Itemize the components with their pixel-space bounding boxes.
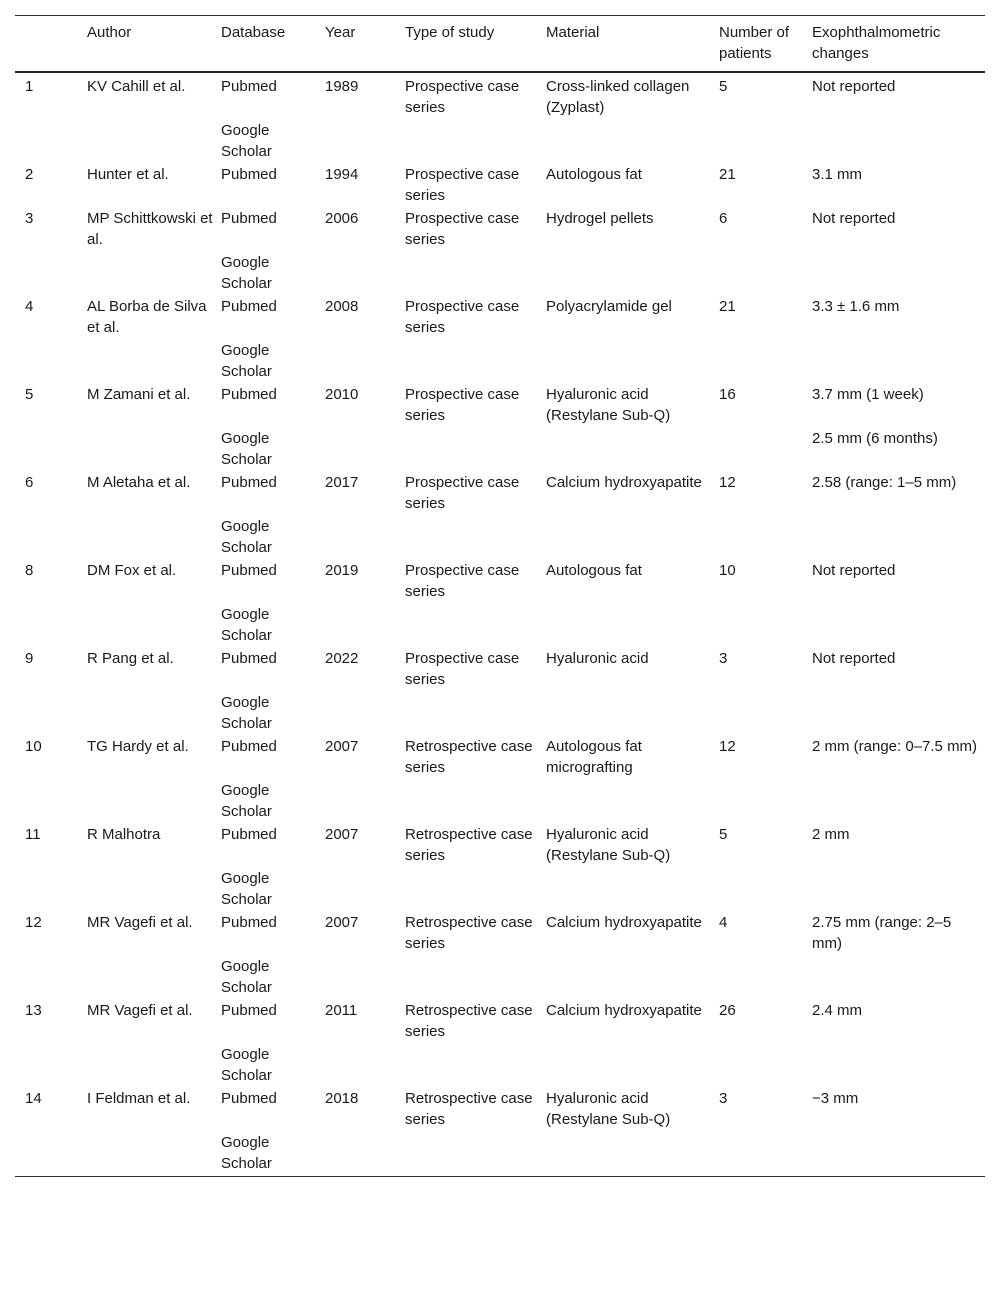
cell-year: 2019 <box>325 562 359 579</box>
cell-index: 10 <box>25 738 42 755</box>
cell-author: I Feldman et al. <box>87 1090 191 1107</box>
cell-exophthalmometric-changes: −3 mm <box>812 1090 859 1107</box>
cell-number-of-patients: 16 <box>719 386 736 403</box>
table-header <box>15 16 985 73</box>
cell-type-of-study <box>401 955 542 999</box>
cell-material: Calcium hydroxyapatite <box>546 1002 702 1019</box>
cell-type-of-study <box>401 427 542 471</box>
table-row <box>15 383 985 427</box>
cell-index <box>15 119 83 163</box>
cell-database: Google Scholar <box>221 694 272 732</box>
cell-material <box>542 119 715 163</box>
cell-number-of-patients: 3 <box>719 650 728 667</box>
header-cell-exophthalmometric-changes: Exophthalmometric changes <box>808 16 985 73</box>
cell-index: 4 <box>25 298 34 315</box>
cell-material: Polyacrylamide gel <box>546 298 672 315</box>
table-row <box>15 999 985 1043</box>
cell-index <box>15 867 83 911</box>
cell-type-of-study: Prospective case series <box>405 298 520 336</box>
header-cell-type-of-study: Type of study <box>401 16 542 73</box>
cell-exophthalmometric-changes <box>808 955 985 999</box>
cell-number-of-patients: 3 <box>719 1090 728 1107</box>
cell-index: 13 <box>25 1002 42 1019</box>
table-row <box>15 955 985 999</box>
cell-number-of-patients <box>715 955 808 999</box>
cell-type-of-study: Retrospective case series <box>405 738 533 776</box>
cell-exophthalmometric-changes <box>808 1131 985 1177</box>
cell-author: M Zamani et al. <box>87 386 191 403</box>
cell-author <box>83 779 217 823</box>
cell-exophthalmometric-changes: 2 mm (range: 0–7.5 mm) <box>812 738 978 755</box>
cell-number-of-patients <box>715 119 808 163</box>
header-row <box>15 16 985 73</box>
cell-year <box>321 1043 401 1087</box>
cell-exophthalmometric-changes: 3.7 mm (1 week) <box>812 386 924 403</box>
cell-year <box>321 691 401 735</box>
cell-index: 6 <box>25 474 34 491</box>
cell-index: 1 <box>25 78 34 95</box>
cell-material <box>542 339 715 383</box>
table-row <box>15 515 985 559</box>
cell-exophthalmometric-changes: 3.3 ± 1.6 mm <box>812 298 900 315</box>
cell-database: Pubmed <box>221 914 277 931</box>
cell-number-of-patients <box>715 1131 808 1177</box>
cell-number-of-patients: 4 <box>719 914 728 931</box>
cell-author <box>83 339 217 383</box>
cell-material: Cross-linked collagen (Zyplast) <box>546 78 690 116</box>
cell-year: 2007 <box>325 914 359 931</box>
cell-material: Hydrogel pellets <box>546 210 654 227</box>
cell-year: 2018 <box>325 1090 359 1107</box>
cell-material <box>542 867 715 911</box>
cell-number-of-patients <box>715 515 808 559</box>
cell-number-of-patients: 26 <box>719 1002 736 1019</box>
cell-exophthalmometric-changes: 2.5 mm (6 months) <box>812 430 938 447</box>
cell-database: Pubmed <box>221 210 277 227</box>
cell-exophthalmometric-changes: 2 mm <box>812 826 850 843</box>
cell-author <box>83 1131 217 1177</box>
cell-material <box>542 1043 715 1087</box>
header-cell-database: Database <box>217 16 321 73</box>
cell-author <box>83 1043 217 1087</box>
cell-type-of-study <box>401 603 542 647</box>
cell-type-of-study <box>401 339 542 383</box>
header-cell-year: Year <box>321 16 401 73</box>
cell-author: MR Vagefi et al. <box>87 914 193 931</box>
cell-index: 9 <box>25 650 34 667</box>
cell-number-of-patients <box>715 1043 808 1087</box>
cell-material <box>542 1131 715 1177</box>
cell-year: 2006 <box>325 210 359 227</box>
cell-exophthalmometric-changes: 2.4 mm <box>812 1002 863 1019</box>
table-row <box>15 691 985 735</box>
table-row <box>15 163 985 207</box>
cell-author <box>83 603 217 647</box>
cell-author: R Pang et al. <box>87 650 174 667</box>
cell-index: 5 <box>25 386 34 403</box>
cell-year <box>321 119 401 163</box>
cell-database: Google Scholar <box>221 1046 272 1084</box>
table-row <box>15 911 985 955</box>
cell-database: Pubmed <box>221 78 277 95</box>
table-row <box>15 207 985 251</box>
table-row <box>15 559 985 603</box>
cell-database: Google Scholar <box>221 430 272 468</box>
cell-material: Hyaluronic acid (Restylane Sub-Q) <box>546 386 671 424</box>
cell-author: DM Fox et al. <box>87 562 177 579</box>
cell-index <box>15 251 83 295</box>
cell-index <box>15 427 83 471</box>
cell-exophthalmometric-changes <box>808 515 985 559</box>
cell-type-of-study: Prospective case series <box>405 78 520 116</box>
cell-material: Calcium hydroxyapatite <box>546 474 702 491</box>
cell-database: Pubmed <box>221 826 277 843</box>
cell-number-of-patients: 12 <box>719 474 736 491</box>
cell-author: MP Schittkowski et al. <box>87 210 213 248</box>
table-row <box>15 779 985 823</box>
cell-number-of-patients <box>715 251 808 295</box>
cell-number-of-patients: 10 <box>719 562 736 579</box>
header-cell-number-of-patients: Number of patients <box>715 16 808 73</box>
cell-author: R Malhotra <box>87 826 161 843</box>
cell-year <box>321 1131 401 1177</box>
cell-type-of-study: Prospective case series <box>405 386 520 424</box>
cell-year: 1994 <box>325 166 359 183</box>
cell-number-of-patients: 21 <box>719 166 736 183</box>
header-cell-material: Material <box>542 16 715 73</box>
cell-number-of-patients <box>715 339 808 383</box>
cell-author <box>83 867 217 911</box>
cell-year: 2007 <box>325 826 359 843</box>
table-row <box>15 339 985 383</box>
cell-year: 2010 <box>325 386 359 403</box>
cell-database: Google Scholar <box>221 518 272 556</box>
cell-type-of-study <box>401 691 542 735</box>
table-row <box>15 295 985 339</box>
cell-type-of-study: Prospective case series <box>405 474 520 512</box>
table-row <box>15 823 985 867</box>
cell-material <box>542 603 715 647</box>
table-body <box>15 72 985 1177</box>
cell-database: Google Scholar <box>221 958 272 996</box>
cell-type-of-study <box>401 1131 542 1177</box>
cell-type-of-study: Prospective case series <box>405 210 520 248</box>
cell-type-of-study <box>401 119 542 163</box>
cell-number-of-patients: 12 <box>719 738 736 755</box>
cell-index <box>15 955 83 999</box>
cell-material: Autologous fat <box>546 166 642 183</box>
cell-number-of-patients <box>715 779 808 823</box>
cell-year: 2007 <box>325 738 359 755</box>
cell-type-of-study: Retrospective case series <box>405 1002 533 1040</box>
cell-material <box>542 691 715 735</box>
cell-exophthalmometric-changes <box>808 779 985 823</box>
cell-exophthalmometric-changes: 3.1 mm <box>812 166 863 183</box>
cell-exophthalmometric-changes: Not reported <box>812 78 896 95</box>
table-row <box>15 867 985 911</box>
cell-author: MR Vagefi et al. <box>87 1002 193 1019</box>
cell-type-of-study <box>401 515 542 559</box>
studies-table <box>15 15 985 1177</box>
cell-database: Pubmed <box>221 1090 277 1107</box>
cell-index: 8 <box>25 562 34 579</box>
cell-type-of-study: Prospective case series <box>405 650 520 688</box>
cell-author <box>83 251 217 295</box>
cell-database: Pubmed <box>221 738 277 755</box>
cell-author: AL Borba de Silva et al. <box>87 298 207 336</box>
table-row <box>15 647 985 691</box>
cell-exophthalmometric-changes <box>808 339 985 383</box>
table-row <box>15 72 985 119</box>
cell-database: Google Scholar <box>221 606 272 644</box>
cell-year: 2017 <box>325 474 359 491</box>
cell-number-of-patients: 6 <box>719 210 728 227</box>
cell-database: Pubmed <box>221 386 277 403</box>
cell-author <box>83 515 217 559</box>
cell-exophthalmometric-changes <box>808 1043 985 1087</box>
cell-index <box>15 1131 83 1177</box>
cell-author: TG Hardy et al. <box>87 738 189 755</box>
cell-database: Pubmed <box>221 562 277 579</box>
cell-exophthalmometric-changes <box>808 251 985 295</box>
document-table-container <box>15 15 985 1177</box>
cell-database: Pubmed <box>221 474 277 491</box>
cell-index: 12 <box>25 914 42 931</box>
cell-material: Hyaluronic acid (Restylane Sub-Q) <box>546 826 671 864</box>
cell-author: M Aletaha et al. <box>87 474 191 491</box>
cell-year <box>321 427 401 471</box>
cell-number-of-patients <box>715 867 808 911</box>
cell-database: Google Scholar <box>221 254 272 292</box>
table-row <box>15 471 985 515</box>
cell-number-of-patients: 5 <box>719 826 728 843</box>
cell-type-of-study <box>401 867 542 911</box>
cell-exophthalmometric-changes: Not reported <box>812 650 896 667</box>
table-row <box>15 119 985 163</box>
header-cell-index <box>15 16 83 73</box>
cell-number-of-patients <box>715 427 808 471</box>
cell-author <box>83 119 217 163</box>
cell-index: 11 <box>25 826 41 843</box>
cell-index <box>15 691 83 735</box>
cell-database: Pubmed <box>221 650 277 667</box>
cell-exophthalmometric-changes: 2.75 mm (range: 2–5 mm) <box>812 914 952 952</box>
cell-index <box>15 339 83 383</box>
cell-database: Pubmed <box>221 1002 277 1019</box>
cell-exophthalmometric-changes <box>808 603 985 647</box>
cell-number-of-patients <box>715 603 808 647</box>
cell-index: 3 <box>25 210 34 227</box>
table-row <box>15 1131 985 1177</box>
cell-type-of-study: Retrospective case series <box>405 1090 533 1128</box>
cell-material: Autologous fat micrografting <box>546 738 642 776</box>
cell-number-of-patients: 5 <box>719 78 728 95</box>
cell-database: Google Scholar <box>217 1131 321 1177</box>
cell-database: Google Scholar <box>221 122 272 160</box>
cell-material <box>542 515 715 559</box>
cell-material: Calcium hydroxyapatite <box>546 914 702 931</box>
cell-type-of-study <box>401 251 542 295</box>
cell-year <box>321 867 401 911</box>
table-row <box>15 251 985 295</box>
cell-author <box>83 691 217 735</box>
cell-author <box>83 955 217 999</box>
table-row <box>15 1087 985 1131</box>
cell-material: Autologous fat <box>546 562 642 579</box>
cell-exophthalmometric-changes <box>808 867 985 911</box>
cell-database: Google Scholar <box>221 782 272 820</box>
cell-number-of-patients: 21 <box>719 298 736 315</box>
cell-exophthalmometric-changes <box>808 691 985 735</box>
cell-year: 1989 <box>325 78 359 95</box>
cell-year <box>321 955 401 999</box>
cell-author: Hunter et al. <box>87 166 169 183</box>
cell-material <box>542 955 715 999</box>
cell-author: KV Cahill et al. <box>87 78 186 95</box>
table-row <box>15 427 985 471</box>
cell-year <box>321 251 401 295</box>
cell-type-of-study: Prospective case series <box>405 166 520 204</box>
cell-type-of-study: Retrospective case series <box>405 914 533 952</box>
table-row <box>15 603 985 647</box>
cell-material: Hyaluronic acid <box>546 650 649 667</box>
cell-exophthalmometric-changes: 2.58 (range: 1–5 mm) <box>812 474 957 491</box>
cell-database: Pubmed <box>221 166 277 183</box>
cell-exophthalmometric-changes: Not reported <box>812 562 896 579</box>
cell-year <box>321 339 401 383</box>
cell-type-of-study <box>401 1043 542 1087</box>
cell-number-of-patients <box>715 691 808 735</box>
table-row <box>15 735 985 779</box>
cell-year: 2022 <box>325 650 359 667</box>
cell-type-of-study <box>401 779 542 823</box>
cell-type-of-study: Retrospective case series <box>405 826 533 864</box>
cell-year: 2008 <box>325 298 359 315</box>
cell-year: 2011 <box>325 1002 358 1019</box>
cell-type-of-study: Prospective case series <box>405 562 520 600</box>
cell-exophthalmometric-changes: Not reported <box>812 210 896 227</box>
cell-material <box>542 779 715 823</box>
cell-database: Pubmed <box>221 298 277 315</box>
cell-index <box>15 603 83 647</box>
cell-database: Google Scholar <box>221 870 272 908</box>
table-row <box>15 1043 985 1087</box>
cell-index: 14 <box>25 1090 42 1107</box>
header-cell-author: Author <box>83 16 217 73</box>
cell-index <box>15 515 83 559</box>
cell-database: Google Scholar <box>221 342 272 380</box>
cell-author <box>83 427 217 471</box>
cell-material <box>542 427 715 471</box>
cell-index <box>15 1043 83 1087</box>
cell-material <box>542 251 715 295</box>
cell-year <box>321 779 401 823</box>
cell-material: Hyaluronic acid (Restylane Sub-Q) <box>546 1090 671 1128</box>
cell-year <box>321 515 401 559</box>
cell-index: 2 <box>25 166 34 183</box>
cell-year <box>321 603 401 647</box>
cell-exophthalmometric-changes <box>808 119 985 163</box>
cell-index <box>15 779 83 823</box>
